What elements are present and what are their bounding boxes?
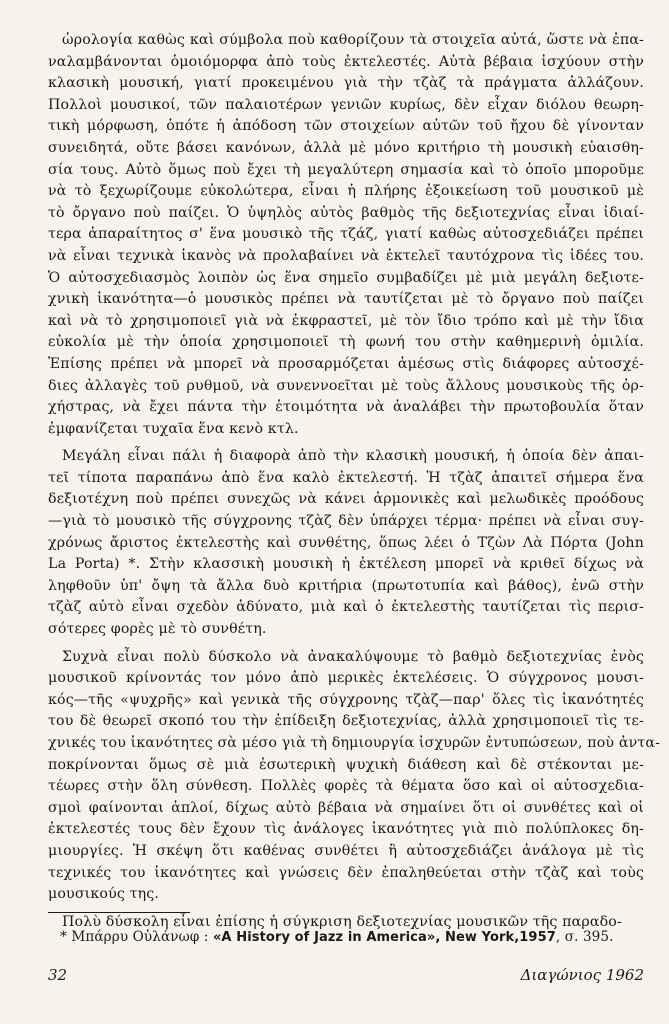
text-line: τζὰζ αὐτὸ εἶναι σχεδὸν ἀδύνατο, μιὰ καὶ ὁ ἐκτελεστὴς ταυτίζεται τὶς περισ- [48, 599, 644, 616]
text-line: ὡρολογία καθὼς καὶ σύμβολα ποὺ καθορίζουν τὰ στοιχεῖα αὐτά, ὥστε νὰ ἐπα- [62, 32, 644, 48]
article-body [48, 30, 661, 933]
footnote-author: Μπάρρυ Οὐλάνωφ : [71, 929, 209, 945]
text-line: χνικές του ἱκανότητες σὰ μέσο γιὰ τὴ δημιουργία ἰσχυρῶν ἐντυπώσεων, ποὺ ἀντα- [48, 735, 661, 751]
text-line: δεξιοτέχνη ποὺ πρέπει συνεχῶς νὰ κάνει ἁρμονικὲς καὶ μελωδικὲς προόδους [48, 491, 644, 508]
text-line: τεῖ τίποτα παραπάνω ἀπὸ ἕνα καλὸ ἐκτελεστή. Ἡ τζὰζ ἀπαιτεῖ σήμερα ἕνα [48, 469, 644, 486]
text-line: ποκρίνονται ὅμως σὲ μιὰ ἐσωτερικὴ ψυχικὴ διάθεση καὶ δὲ στέκονται με- [48, 756, 644, 773]
paragraph-2 [48, 446, 644, 640]
issue-label: Διαγώνιος 1962 [520, 966, 644, 984]
text-line: Συχνὰ εἶναι πολὺ δύσκολο νὰ ἀνακαλύψουμε τὸ βαθμὸ δεξιοτεχνίας ἑνὸς [62, 648, 644, 665]
footnote-book-title: «A History of Jazz in America» [212, 930, 436, 945]
text-line: μουσικούς της. [48, 886, 160, 903]
text-line: χνικὴ ἱκανότητα—ὁ μουσικὸς πρέπει νὰ ταυτίζεται μὲ τὸ ὄργανο ποὺ παίζει [48, 291, 644, 308]
footnote [60, 928, 644, 947]
text-line: μιουργίες. Ἡ σκέψη ὅτι καθένας συνθέτει ἢ αὐτοσχεδιάζει ἀνάλογα μὲ τὶς [48, 842, 644, 859]
text-line: εὐκολία μὲ τὴν ὁποία χρησιμοποιεῖ τὴ φωνή του στὴν καθημερινὴ ὁμιλία. [48, 334, 644, 351]
text-line: νὰ τὸ ξεχωρίζουμε εὐκολώτερα, εἶναι ἡ πλήρης ἐξοικείωση τοῦ μουσικοῦ μὲ [48, 183, 644, 200]
text-line: τερα ἀπαραίτητος σ' ἕνα μουσικὸ τῆς τζάζ, γιατί καθὼς αὐτοσχεδιάζει πρέπει [48, 226, 644, 243]
text-line: συνειδητά, οὔτε βάσει κανόνων, ἀλλὰ μὲ μόνο κριτήριο τὴ μουσικὴ εὐαισθη- [48, 139, 644, 156]
paragraph-3 [48, 647, 661, 906]
page-footer [48, 966, 644, 990]
text-line: σότερες φορὲς μὲ τὸ συνθέτη. [48, 621, 267, 638]
text-line: του δὲ θεωρεῖ σκοπό του τὴν ἐπίδειξη δεξιοτεχνίας, ἀλλὰ χρησιμοποιεῖ τὶς τε- [48, 713, 644, 730]
text-line: Ὁ αὐτοσχεδιασμὸς λοιπὸν ὡς ἕνα σημεῖο συμβαδίζει μὲ μιὰ μεγάλη δεξιοτε- [48, 269, 644, 286]
footnote-page: , σ. 395. [555, 929, 614, 945]
text-line: —γιὰ τὸ μουσικὸ τῆς σύγχρονης τζὰζ δὲν ὑπάρχει τέρμα· πρέπει νὰ εἶναι συγ- [48, 513, 644, 530]
text-line: ληφθοῦν ὑπ' ὄψη τὰ ἄλλα δυὸ κριτήρια (πρωτοτυπία καὶ βάθος), ἐνῶ στὴν [48, 577, 644, 594]
text-line: κός—τῆς «ψυχρῆς» καὶ γενικὰ τῆς σύγχρονης τζὰζ—παρ' ὅλες τὶς ἱκανότητές [48, 691, 644, 708]
footnote-marker: * [60, 929, 67, 945]
page-number: 32 [48, 966, 68, 984]
text-line: καὶ νὰ τὸ χρησιμοποιεῖ γιὰ νὰ ἐκφραστεῖ, μὲ τὸν ἴδιο τρόπο καὶ μὲ τὴν ἴδια [48, 312, 644, 329]
text-line: διες ἀλλαγὲς τοῦ ρυθμοῦ, νὰ συνεννοεῖται μὲ τοὺς ἄλλους μουσικοὺς τῆς ὀρ- [48, 377, 644, 394]
text-line: ἐκτελεστές τους δὲν ἔχουν τὶς ἀνάλογες ἱκανότητες γιὰ πιὸ πολύπλοκες δη- [48, 821, 644, 838]
text-line: ἐμφανίζεται τυχαῖα ἕνα κενὸ κτλ. [48, 420, 299, 437]
text-line: ναλαμβάνονται ὁμοιόμορφα ἀπὸ τοὺς ἐκτελεστές. Αὐτὰ βέβαια ἰσχύουν στὴν [48, 53, 644, 70]
text-line: Πολλοὶ μουσικοί, τῶν παλαιοτέρων γενιῶν κυρίως, δὲν εἶχαν διόλου θεωρη- [48, 96, 644, 113]
text-line: Ἐπίσης πρέπει νὰ μπορεῖ νὰ προσαρμόζεται ἀμέσως στὶς διάφορες αὐτοσχέ- [48, 355, 644, 372]
text-line: τὸ ὄργανο ποὺ παίζει. Ὁ ὑψηλὸς αὐτὸς βαθμὸς τῆς δεξιοτεχνίας εἶναι ἰδιαί- [48, 204, 644, 221]
footnote-separator [48, 912, 190, 913]
text-line: σμοὶ φαίνονται ἁπλοί, δίχως αὐτὸ βέβαια νὰ σημαίνει ὅτι οἱ συνθέτες καὶ οἱ [48, 799, 644, 816]
text-line: Μεγάλη εἶναι πάλι ἡ διαφορὰ ἀπὸ τὴν κλασικὴ μουσική, ἡ ὁποία δὲν ἀπαι- [62, 448, 644, 465]
text-line: τικὴ μόρφωση, ὁπότε ἡ ἀπόδοση τῶν στοιχείων αὐτῶν τοῦ ἤχου δὲ γίνονταν [48, 118, 644, 135]
text-line: χήστρας, νὰ ἔχει πάντα τὴν ἑτοιμότητα νὰ ἀναλάβει τὴν πρωτοβουλία ὅταν [48, 399, 644, 416]
text-line: Πολὺ δύσκολη εἶναι ἐπίσης ἡ σύγκριση δεξιοτεχνίας μουσικῶν τῆς παραδο- [62, 913, 622, 930]
paragraph-1 [48, 30, 644, 440]
text-line: κλασικὴ μουσική, γιατί προκειμένου γιὰ τὴν τζὰζ τὰ πράγματα ἀλλάζουν. [48, 75, 644, 92]
text-line: μουσικοῦ κρίνοντάς τον μόνο ἀπὸ μερικὲς ἐκτελέσεις. Ὁ σύγχρονος μουσι- [48, 670, 644, 687]
text-line: τεχνικές του ἱκανότητες καὶ γνώσεις δὲν ἐπαληθεύεται στὴν τζὰζ καὶ τοὺς [48, 864, 644, 881]
footnote-place-year: , New York,1957 [435, 930, 556, 945]
text-line: La Porta) *. Στὴν κλασσικὴ μουσικὴ ἡ ἐκτέλεση μπορεῖ νὰ κριθεῖ δίχως νὰ [48, 556, 644, 573]
text-line: χρόνως ἄριστος ἐκτελεστὴς καὶ συνθέτης, ὅπως λέει ὁ Τζὼν Λὰ Πόρτα (John [48, 534, 644, 551]
text-line: σία τους. Αὐτὸ ὅμως ποὺ ἔχει τὴ μεγαλύτερη σημασία καὶ τὸ ὁποῖο μποροῦμε [48, 161, 644, 178]
text-line: τέωρες στὴν ὅλη σύνθεση. Πολλὲς φορὲς τὰ θέματα ὅσο καὶ οἱ αὐτοσχεδια- [48, 778, 644, 795]
text-line: νὰ εἶναι τεχνικὰ ἱκανὸς νὰ προλαβαίνει νὰ ἐκτελεῖ ταυτόχρονα τὶς ἰδέες του. [48, 247, 644, 264]
